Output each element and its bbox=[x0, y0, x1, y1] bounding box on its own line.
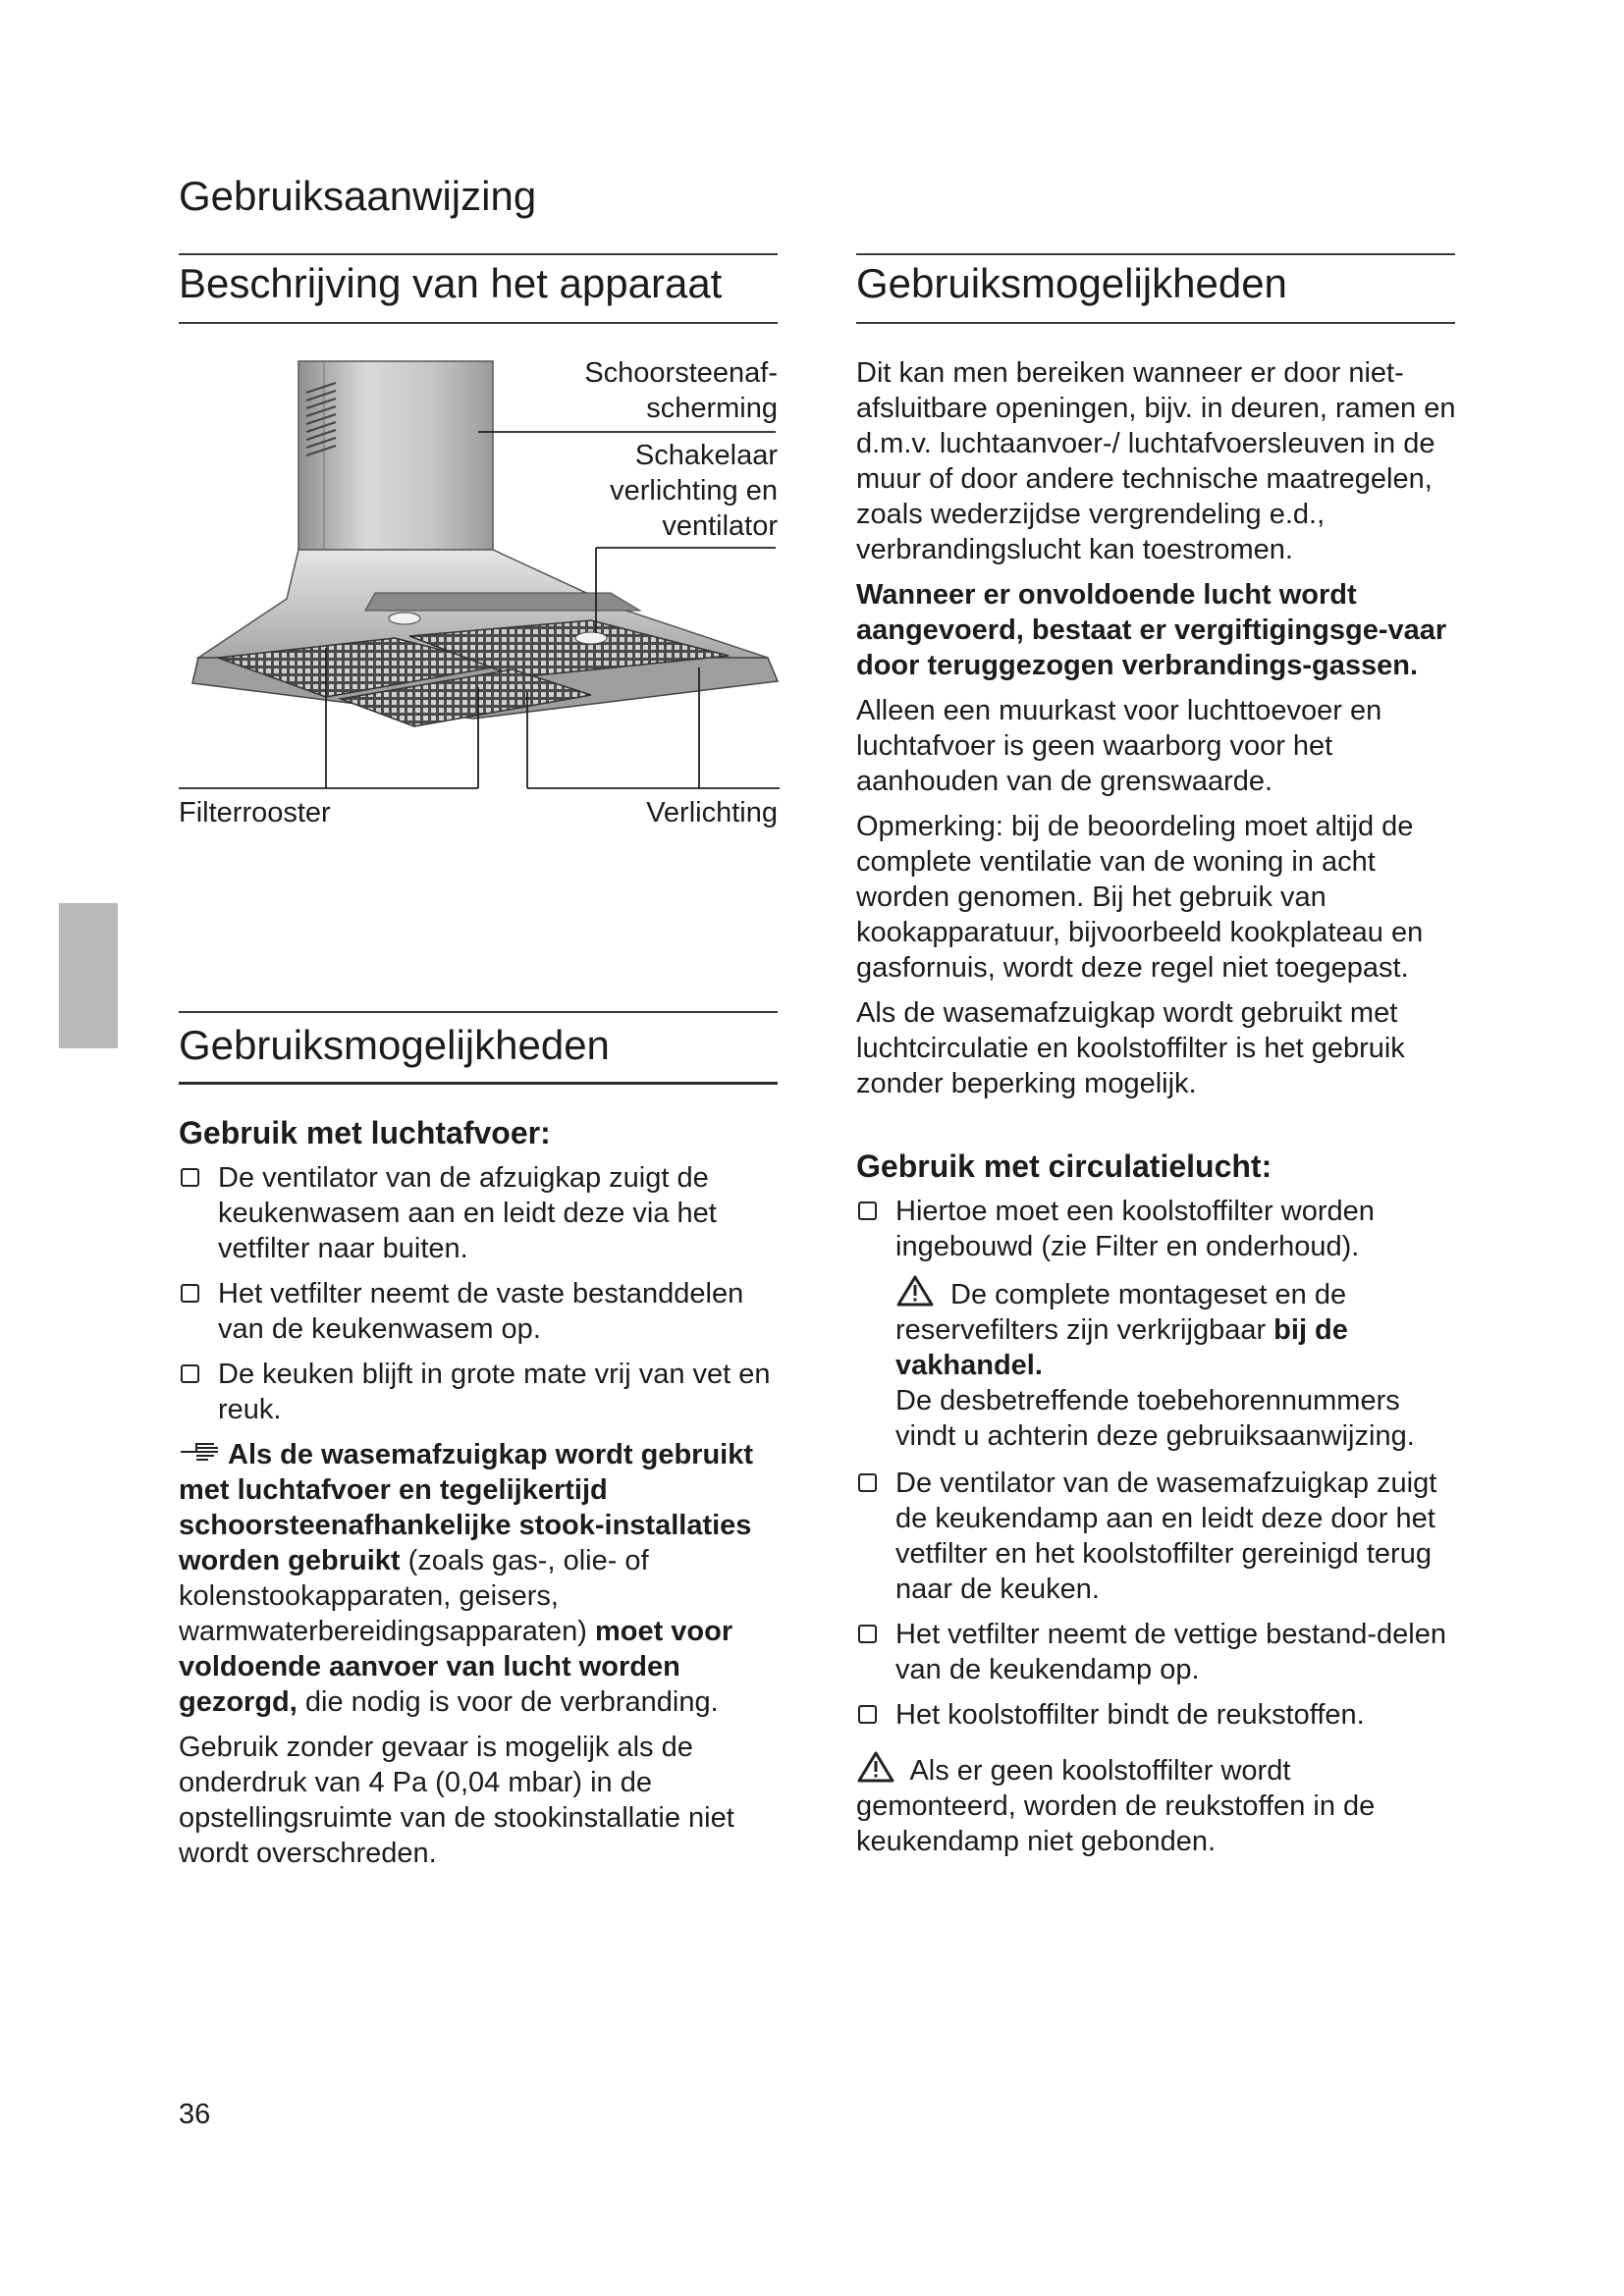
section-rule-bottom-right bbox=[856, 322, 1455, 324]
label-chimney-line2: scherming bbox=[646, 393, 778, 424]
section-title-usage-left: Gebruiksmogelijkheden bbox=[179, 1022, 610, 1068]
paragraph-3: Alleen een muurkast voor luchttoevoer en luchtafvoer is geen waarborg voor het aanhouden van de grenswaarde. bbox=[856, 695, 1382, 797]
accessory-numbers-text: De desbetreffende toebehorennummers vindt u achterin deze gebruiksaanwijzing. bbox=[895, 1385, 1415, 1452]
label-switch-line2: verlichting en bbox=[610, 475, 778, 507]
list-item-text: Hiertoe moet een koolstoffilter worden ingebouwd (zie Filter en onderhoud). bbox=[895, 1196, 1375, 1262]
list-item-text: De ventilator van de wasemafzuigkap zuigt de keukendamp aan en leidt deze door het vetfilter en het koolstoffilter gereinigd terug naar de keuken. bbox=[895, 1468, 1437, 1605]
label-switch-line3: ventilator bbox=[662, 510, 778, 542]
carbon-filter-warning bbox=[856, 1750, 1457, 1859]
list-item-text: Het koolstoffilter bindt de reukstoffen. bbox=[895, 1699, 1365, 1731]
side-tab-marker bbox=[59, 903, 118, 1048]
list-item bbox=[856, 1194, 1457, 1264]
warning-text: De complete montageset en de reservefilters zijn verkrijgbaar bbox=[895, 1279, 1347, 1346]
section-rule-top-2 bbox=[179, 1011, 778, 1013]
checkbox-icon bbox=[858, 1705, 877, 1724]
label-switch-line1: Schakelaar bbox=[634, 440, 778, 471]
checkbox-icon bbox=[858, 1473, 877, 1492]
circulation-list-1 bbox=[856, 1194, 1457, 1264]
list-item-text: Het vetfilter neemt de vaste bestanddelen van de keukenwasem op. bbox=[218, 1278, 744, 1345]
list-item bbox=[179, 1276, 780, 1347]
section-title-description: Beschrijving van het apparaat bbox=[179, 260, 723, 306]
section-rule-bottom bbox=[179, 322, 778, 324]
checkbox-icon bbox=[181, 1284, 199, 1303]
label-switch bbox=[530, 438, 778, 544]
warning-triangle-icon bbox=[895, 1274, 935, 1308]
list-item bbox=[856, 1466, 1457, 1607]
paragraph-1: Dit kan men bereiken wanneer er door niet-afsluitbare openingen, bijv. in deuren, ramen en d.m.v. luchtaanvoer-/ luchtafvoersleuven in de muur of door andere technische maatregelen, zoals wederzijdse vergrendeling e.d., verbrandingslucht kan toestromen. bbox=[856, 357, 1456, 565]
label-chimney-cover bbox=[530, 355, 778, 426]
section-rule-top-right bbox=[856, 253, 1455, 255]
paragraph-4: Opmerking: bij de beoordeling moet altijd de complete ventilatie van de woning in acht worden genomen. Bij het gebruik van kookapparatuur, bijvoorbeeld kookplateau en gasfornuis, wordt deze regel niet toegepast. bbox=[856, 811, 1424, 984]
document-title: Gebruiksaanwijzing bbox=[179, 173, 537, 219]
note-text-1: (zoals gas-, olie- of kolenstookapparaten, geisers, warmwaterbereidingsapparaten) bbox=[179, 1545, 649, 1647]
pointing-hand-icon bbox=[179, 1438, 224, 1464]
page-number: 36 bbox=[179, 2099, 211, 2130]
note-text-2: die nodig is voor de verbranding. bbox=[297, 1686, 719, 1718]
checkbox-icon bbox=[858, 1625, 877, 1643]
list-item-text: Het vetfilter neemt de vettige bestand-delen van de keukendamp op. bbox=[895, 1619, 1446, 1685]
left-usage-content bbox=[179, 1113, 780, 1881]
section-rule-top bbox=[179, 253, 778, 255]
list-item-text: De keuken blijft in grote mate vrij van vet en reuk. bbox=[218, 1359, 771, 1425]
checkbox-icon bbox=[858, 1201, 877, 1220]
label-chimney-line1: Schoorsteenaf- bbox=[584, 357, 778, 389]
exhaust-list bbox=[179, 1160, 780, 1427]
label-lighting: Verlichting bbox=[646, 797, 778, 828]
circulation-list-2 bbox=[856, 1466, 1457, 1733]
warning-text: Als er geen koolstoffilter wordt gemonteerd, worden de reukstoffen in de keukendamp niet gebonden. bbox=[856, 1755, 1376, 1857]
note-bold-2: moet voor voldoende aanvoer van lucht worden gezorgd, bbox=[179, 1616, 733, 1718]
paragraph-pressure: Gebruik zonder gevaar is mogelijk als de onderdruk van 4 Pa (0,04 mbar) in de opstellingsruimte van de stookinstallatie niet wordt overschreden. bbox=[179, 1732, 734, 1869]
section-title-usage-right: Gebruiksmogelijkheden bbox=[856, 260, 1287, 306]
list-item-text: De ventilator van de afzuigkap zuigt de keukenwasem aan en leidt deze via het vetfilter naar buiten. bbox=[218, 1162, 717, 1264]
accessory-warning bbox=[856, 1274, 1457, 1454]
checkbox-icon bbox=[181, 1364, 199, 1383]
paragraph-2-bold bbox=[856, 577, 1457, 683]
subtitle-exhaust: Gebruik met luchtafvoer: bbox=[179, 1115, 551, 1150]
list-item bbox=[179, 1357, 780, 1427]
checkbox-icon bbox=[181, 1168, 199, 1187]
list-item bbox=[179, 1160, 780, 1266]
right-content bbox=[856, 355, 1457, 1869]
label-filter-grille: Filterrooster bbox=[179, 797, 331, 828]
subtitle-circulation: Gebruik met circulatielucht: bbox=[856, 1148, 1272, 1184]
list-item bbox=[856, 1697, 1457, 1733]
note-paragraph bbox=[179, 1437, 780, 1720]
warning-triangle-icon bbox=[856, 1750, 895, 1784]
list-item bbox=[856, 1617, 1457, 1687]
warning-bold: bij de vakhandel. bbox=[895, 1314, 1348, 1381]
paragraph-5: Als de wasemafzuigkap wordt gebruikt met luchtcirculatie en koolstoffilter is het gebruik zonder beperking mogelijk. bbox=[856, 997, 1405, 1099]
warning-bold-text: Wanneer er onvoldoende lucht wordt aangevoerd, bestaat er vergiftigingsge-vaar door teruggezogen verbrandings-gassen. bbox=[856, 579, 1447, 681]
note-bold-1: Als de wasemafzuigkap wordt gebruikt met luchtafvoer en tegelijkertijd schoorsteenafhankelijke stook-installaties worden gebruikt bbox=[179, 1439, 753, 1576]
section-rule-bottom-2 bbox=[179, 1082, 778, 1085]
